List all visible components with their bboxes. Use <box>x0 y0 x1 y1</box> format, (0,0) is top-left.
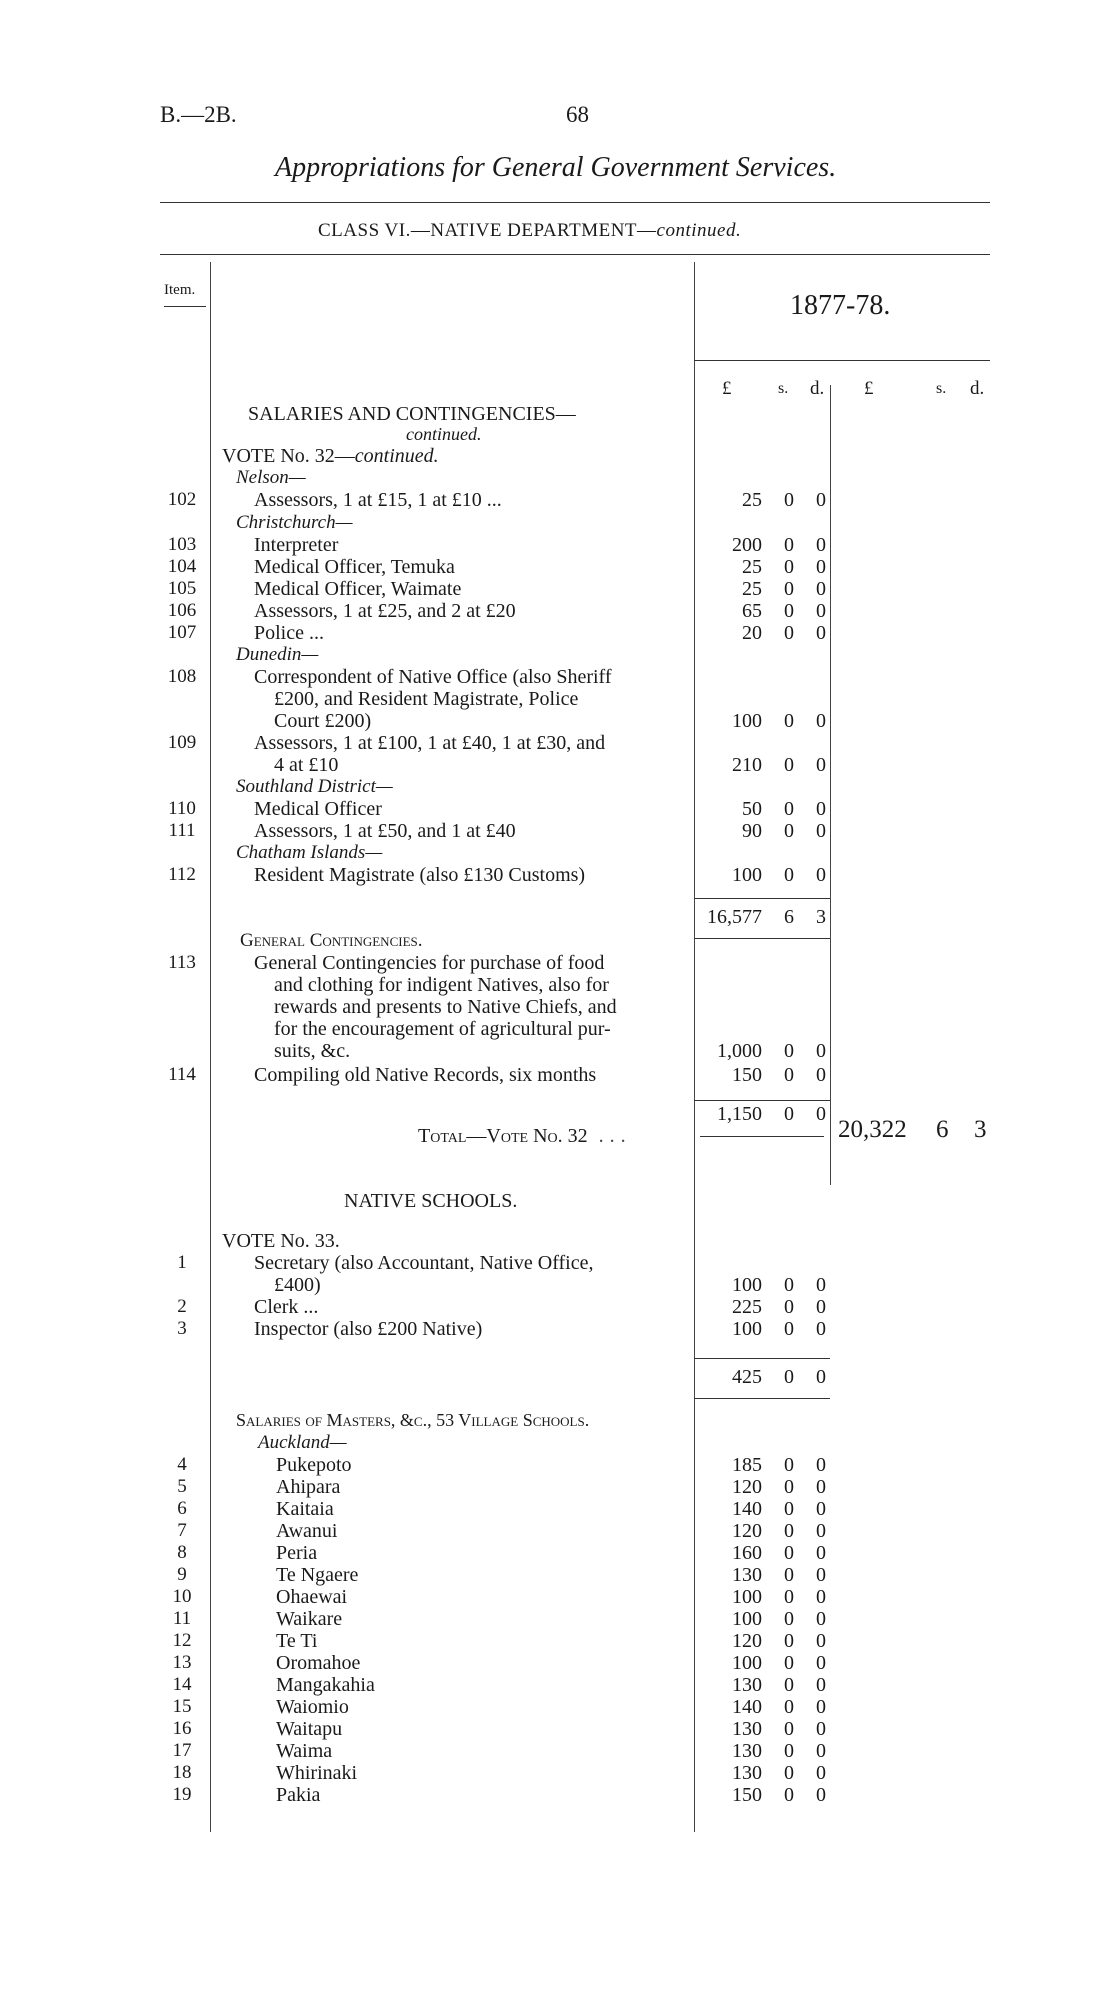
item-description: Medical Officer, Temuka <box>254 556 455 578</box>
school-amount-shillings: 0 <box>784 1718 794 1740</box>
school-name: Waima <box>276 1740 333 1762</box>
item-amount-shillings: 0 <box>784 710 794 732</box>
item-amount-pounds: 25 <box>742 489 762 511</box>
item-number: 10 <box>172 1586 192 1607</box>
item-amount-shillings: 0 <box>784 534 794 556</box>
item-number: 12 <box>172 1630 192 1651</box>
school-amount-shillings: 0 <box>784 1696 794 1718</box>
subtotal-2-pence: 0 <box>816 1103 826 1125</box>
chatham-heading: Chatham Islands— <box>236 842 383 863</box>
item-description: Court £200) <box>274 710 372 732</box>
total-vote-32-shillings: 6 <box>936 1116 949 1143</box>
auckland-heading: Auckland— <box>258 1432 347 1453</box>
item-number: 3 <box>177 1318 187 1339</box>
subtotal-3-pence: 0 <box>816 1366 826 1388</box>
school-amount-pounds: 130 <box>732 1718 762 1740</box>
school-amount-shillings: 0 <box>784 1652 794 1674</box>
school-name: Awanui <box>276 1520 338 1542</box>
item-amount-shillings: 0 <box>784 864 794 886</box>
school-amount-pence: 0 <box>816 1564 826 1586</box>
school-amount-pounds: 100 <box>732 1608 762 1630</box>
item-description: Medical Officer, Waimate <box>254 578 462 600</box>
school-name: Waiomio <box>276 1696 349 1718</box>
page-title: Appropriations for General Government Services. <box>275 152 837 183</box>
item-description: £400) <box>274 1274 321 1296</box>
item-number: 112 <box>168 864 196 885</box>
item-amount-pence: 0 <box>816 534 826 556</box>
pence-header: d. <box>810 378 825 399</box>
item-amount-pounds: 25 <box>742 556 762 578</box>
subtotal-column-divider <box>830 385 831 1185</box>
item-amount-pence: 0 <box>816 1318 826 1340</box>
school-amount-shillings: 0 <box>784 1586 794 1608</box>
item-description: Resident Magistrate (also £130 Customs) <box>254 864 586 886</box>
item-amount-pounds: 100 <box>732 710 762 732</box>
item-amount-pounds: 1,000 <box>717 1040 762 1062</box>
school-amount-pence: 0 <box>816 1784 826 1806</box>
item-number: 102 <box>167 489 197 510</box>
school-amount-pence: 0 <box>816 1718 826 1740</box>
item-amount-shillings: 0 <box>784 1040 794 1062</box>
school-amount-pounds: 160 <box>732 1542 762 1564</box>
page-number: 68 <box>566 102 589 127</box>
item-description: General Contingencies for purchase of food <box>254 952 605 974</box>
item-amount-pounds: 150 <box>732 1064 762 1086</box>
vote-33-heading: VOTE No. 33. <box>222 1230 340 1252</box>
item-amount-pence: 0 <box>816 798 826 820</box>
class-rule <box>160 254 990 255</box>
item-number: 2 <box>177 1296 187 1317</box>
item-amount-pence: 0 <box>816 1064 826 1086</box>
subtotal-1-rule <box>694 898 830 899</box>
school-amount-pence: 0 <box>816 1740 826 1762</box>
subtotal-3-rule <box>694 1358 830 1359</box>
subtotal-1-underline <box>694 938 830 939</box>
item-amount-pounds: 200 <box>732 534 762 556</box>
item-description: Police ... <box>254 622 324 644</box>
item-number: 110 <box>168 798 196 819</box>
item-amount-pence: 0 <box>816 710 826 732</box>
school-amount-pounds: 120 <box>732 1476 762 1498</box>
item-description: Assessors, 1 at £25, and 2 at £20 <box>254 600 516 622</box>
vote-32-heading <box>222 445 439 468</box>
item-amount-pence: 0 <box>816 1296 826 1318</box>
total-label-text: Total—Vote No. 32 <box>418 1125 588 1147</box>
item-number: 104 <box>167 556 197 577</box>
item-description: Assessors, 1 at £50, and 1 at £40 <box>254 820 516 842</box>
school-amount-pence: 0 <box>816 1454 826 1476</box>
school-amount-shillings: 0 <box>784 1498 794 1520</box>
school-amount-pence: 0 <box>816 1630 826 1652</box>
school-name: Whirinaki <box>276 1762 358 1784</box>
school-amount-pence: 0 <box>816 1542 826 1564</box>
school-amount-shillings: 0 <box>784 1674 794 1696</box>
school-amount-shillings: 0 <box>784 1762 794 1784</box>
item-number: 14 <box>172 1674 192 1695</box>
school-name: Pakia <box>276 1784 321 1806</box>
school-amount-pounds: 130 <box>732 1674 762 1696</box>
salaries-continued: continued. <box>406 424 482 444</box>
school-amount-pence: 0 <box>816 1608 826 1630</box>
school-amount-pounds: 100 <box>732 1652 762 1674</box>
item-amount-shillings: 0 <box>784 1064 794 1086</box>
item-description: Correspondent of Native Office (also Sheriff <box>254 666 612 688</box>
item-amount-pounds: 25 <box>742 578 762 600</box>
native-schools-heading: NATIVE SCHOOLS. <box>344 1190 518 1212</box>
item-description: Secretary (also Accountant, Native Office, <box>254 1252 594 1274</box>
item-amount-pounds: 50 <box>742 798 762 820</box>
subtotal-1-pence: 3 <box>816 906 826 928</box>
school-name: Waikare <box>276 1608 343 1630</box>
item-description: rewards and presents to Native Chiefs, and <box>274 996 617 1018</box>
item-description: £200, and Resident Magistrate, Police <box>274 688 579 710</box>
school-name: Te Ti <box>276 1630 318 1652</box>
school-amount-pounds: 140 <box>732 1696 762 1718</box>
item-amount-pounds: 225 <box>732 1296 762 1318</box>
school-name: Peria <box>276 1542 318 1564</box>
item-number: 103 <box>167 534 197 555</box>
school-amount-shillings: 0 <box>784 1476 794 1498</box>
item-description: Assessors, 1 at £15, 1 at £10 ... <box>254 489 502 511</box>
item-number: 106 <box>167 600 197 621</box>
school-amount-pounds: 185 <box>732 1454 762 1476</box>
vote-32-continued: continued. <box>354 445 439 467</box>
dunedin-heading: Dunedin— <box>236 644 319 665</box>
item-description: Compiling old Native Records, six months <box>254 1064 597 1086</box>
vote-32-text: VOTE No. 32— <box>222 445 355 467</box>
item-amount-pence: 0 <box>816 1274 826 1296</box>
year-header: 1877-78. <box>790 290 891 321</box>
item-number: 1 <box>177 1252 187 1273</box>
item-number: 19 <box>172 1784 192 1805</box>
school-amount-shillings: 0 <box>784 1520 794 1542</box>
general-contingencies-heading: General Contingencies. <box>240 930 423 951</box>
item-number: 18 <box>172 1762 192 1783</box>
item-amount-shillings: 0 <box>784 754 794 776</box>
item-amount-shillings: 0 <box>784 600 794 622</box>
school-name: Waitapu <box>276 1718 343 1740</box>
pence-header-2: d. <box>970 378 985 399</box>
school-amount-shillings: 0 <box>784 1608 794 1630</box>
subtotal-2-underline <box>700 1136 824 1137</box>
school-amount-pounds: 130 <box>732 1564 762 1586</box>
item-amount-shillings: 0 <box>784 1296 794 1318</box>
shilling-header: s. <box>778 380 789 397</box>
school-name: Ahipara <box>276 1476 341 1498</box>
item-description: for the encouragement of agricultural pur- <box>274 1018 611 1040</box>
item-number: 9 <box>177 1564 187 1585</box>
school-amount-shillings: 0 <box>784 1542 794 1564</box>
item-amount-shillings: 0 <box>784 489 794 511</box>
school-amount-pounds: 140 <box>732 1498 762 1520</box>
item-description: Medical Officer <box>254 798 382 820</box>
subtotal-1-shillings: 6 <box>784 906 794 928</box>
item-number: 107 <box>167 622 197 643</box>
item-number: 108 <box>167 666 197 687</box>
item-amount-shillings: 0 <box>784 622 794 644</box>
school-amount-pence: 0 <box>816 1696 826 1718</box>
amount-column-divider <box>694 262 695 1832</box>
school-amount-shillings: 0 <box>784 1564 794 1586</box>
item-number: 16 <box>172 1718 192 1739</box>
subtotal-2-rule <box>694 1100 830 1101</box>
school-amount-pence: 0 <box>816 1652 826 1674</box>
year-rule <box>694 360 990 361</box>
subtotal-1-pounds: 16,577 <box>707 906 762 928</box>
class-heading <box>318 220 741 242</box>
shilling-header-2: s. <box>936 380 947 397</box>
school-amount-pounds: 130 <box>732 1740 762 1762</box>
item-amount-pence: 0 <box>816 556 826 578</box>
item-number: 113 <box>168 952 196 973</box>
school-amount-shillings: 0 <box>784 1740 794 1762</box>
school-amount-pence: 0 <box>816 1520 826 1542</box>
item-amount-shillings: 0 <box>784 798 794 820</box>
school-amount-shillings: 0 <box>784 1454 794 1476</box>
school-amount-shillings: 0 <box>784 1784 794 1806</box>
item-amount-pounds: 20 <box>742 622 762 644</box>
total-vote-32-pence: 3 <box>974 1116 987 1143</box>
item-amount-pence: 0 <box>816 754 826 776</box>
school-amount-pounds: 130 <box>732 1762 762 1784</box>
school-name: Te Ngaere <box>276 1564 359 1586</box>
school-amount-pence: 0 <box>816 1762 826 1784</box>
christchurch-heading: Christchurch— <box>236 512 353 533</box>
item-number: 11 <box>172 1608 192 1629</box>
item-description: Assessors, 1 at £100, 1 at £40, 1 at £30, and <box>254 732 606 754</box>
school-amount-pence: 0 <box>816 1674 826 1696</box>
title-rule <box>160 202 990 203</box>
class-heading-text: CLASS VI.—NATIVE DEPARTMENT— <box>318 220 657 241</box>
item-amount-shillings: 0 <box>784 578 794 600</box>
item-amount-pounds: 100 <box>732 1318 762 1340</box>
item-column-divider <box>210 262 211 1832</box>
item-number: 7 <box>177 1520 187 1541</box>
school-amount-pence: 0 <box>816 1498 826 1520</box>
item-number: 5 <box>177 1476 187 1497</box>
document-code: B.—2B. <box>160 102 237 127</box>
school-amount-pounds: 100 <box>732 1586 762 1608</box>
item-amount-pence: 0 <box>816 489 826 511</box>
item-number: 4 <box>177 1454 187 1475</box>
school-amount-pence: 0 <box>816 1476 826 1498</box>
item-amount-pence: 0 <box>816 578 826 600</box>
item-number: 6 <box>177 1498 187 1519</box>
item-amount-pounds: 210 <box>732 754 762 776</box>
subtotal-3-pounds: 425 <box>732 1366 762 1388</box>
school-name: Kaitaia <box>276 1498 334 1520</box>
subtotal-3-underline <box>694 1398 830 1399</box>
subtotal-2-pounds: 1,150 <box>717 1103 762 1125</box>
school-name: Ohaewai <box>276 1586 348 1608</box>
item-description: 4 at £10 <box>274 754 339 776</box>
school-name: Oromahoe <box>276 1652 361 1674</box>
item-description: and clothing for indigent Natives, also for <box>274 974 609 996</box>
school-name: Mangakahia <box>276 1674 375 1696</box>
school-amount-pounds: 120 <box>732 1630 762 1652</box>
item-number: 17 <box>172 1740 192 1761</box>
item-number: 109 <box>167 732 197 753</box>
class-heading-continued: continued. <box>656 220 742 241</box>
item-amount-shillings: 0 <box>784 1318 794 1340</box>
item-amount-shillings: 0 <box>784 820 794 842</box>
nelson-heading: Nelson— <box>236 467 306 488</box>
item-amount-pounds: 90 <box>742 820 762 842</box>
item-number: 105 <box>167 578 197 599</box>
item-description: Clerk ... <box>254 1296 319 1318</box>
item-amount-pence: 0 <box>816 1040 826 1062</box>
school-amount-pence: 0 <box>816 1586 826 1608</box>
school-amount-pounds: 120 <box>732 1520 762 1542</box>
item-number: 8 <box>177 1542 187 1563</box>
pound-header-2: £ <box>864 378 874 399</box>
item-amount-pence: 0 <box>816 622 826 644</box>
subtotal-3-shillings: 0 <box>784 1366 794 1388</box>
school-name: Pukepoto <box>276 1454 352 1476</box>
item-number: 15 <box>172 1696 192 1717</box>
item-number: 13 <box>172 1652 192 1673</box>
item-amount-pence: 0 <box>816 600 826 622</box>
item-header-rule <box>164 306 206 307</box>
item-amount-pounds: 100 <box>732 1274 762 1296</box>
school-amount-pounds: 150 <box>732 1784 762 1806</box>
school-amount-shillings: 0 <box>784 1630 794 1652</box>
subtotal-2-shillings: 0 <box>784 1103 794 1125</box>
item-description: suits, &c. <box>274 1040 351 1062</box>
item-amount-pounds: 65 <box>742 600 762 622</box>
item-amount-pounds: 100 <box>732 864 762 886</box>
southland-heading: Southland District— <box>236 776 393 797</box>
pound-header: £ <box>722 378 732 399</box>
item-number: 114 <box>168 1064 196 1085</box>
item-column-header: Item. <box>164 282 196 298</box>
item-description: Inspector (also £200 Native) <box>254 1318 483 1340</box>
item-amount-shillings: 0 <box>784 556 794 578</box>
total-vote-32-pounds: 20,322 <box>838 1116 907 1143</box>
item-amount-pence: 0 <box>816 864 826 886</box>
total-vote-32-label: Total—Vote No. 32 ... <box>418 1125 632 1147</box>
item-description: Interpreter <box>254 534 339 556</box>
masters-salaries-heading: Salaries of Masters, &c., 53 Village Schools. <box>236 1410 590 1430</box>
item-amount-pence: 0 <box>816 820 826 842</box>
item-number: 111 <box>168 820 196 841</box>
salaries-heading: SALARIES AND CONTINGENCIES— <box>248 403 576 425</box>
item-amount-shillings: 0 <box>784 1274 794 1296</box>
